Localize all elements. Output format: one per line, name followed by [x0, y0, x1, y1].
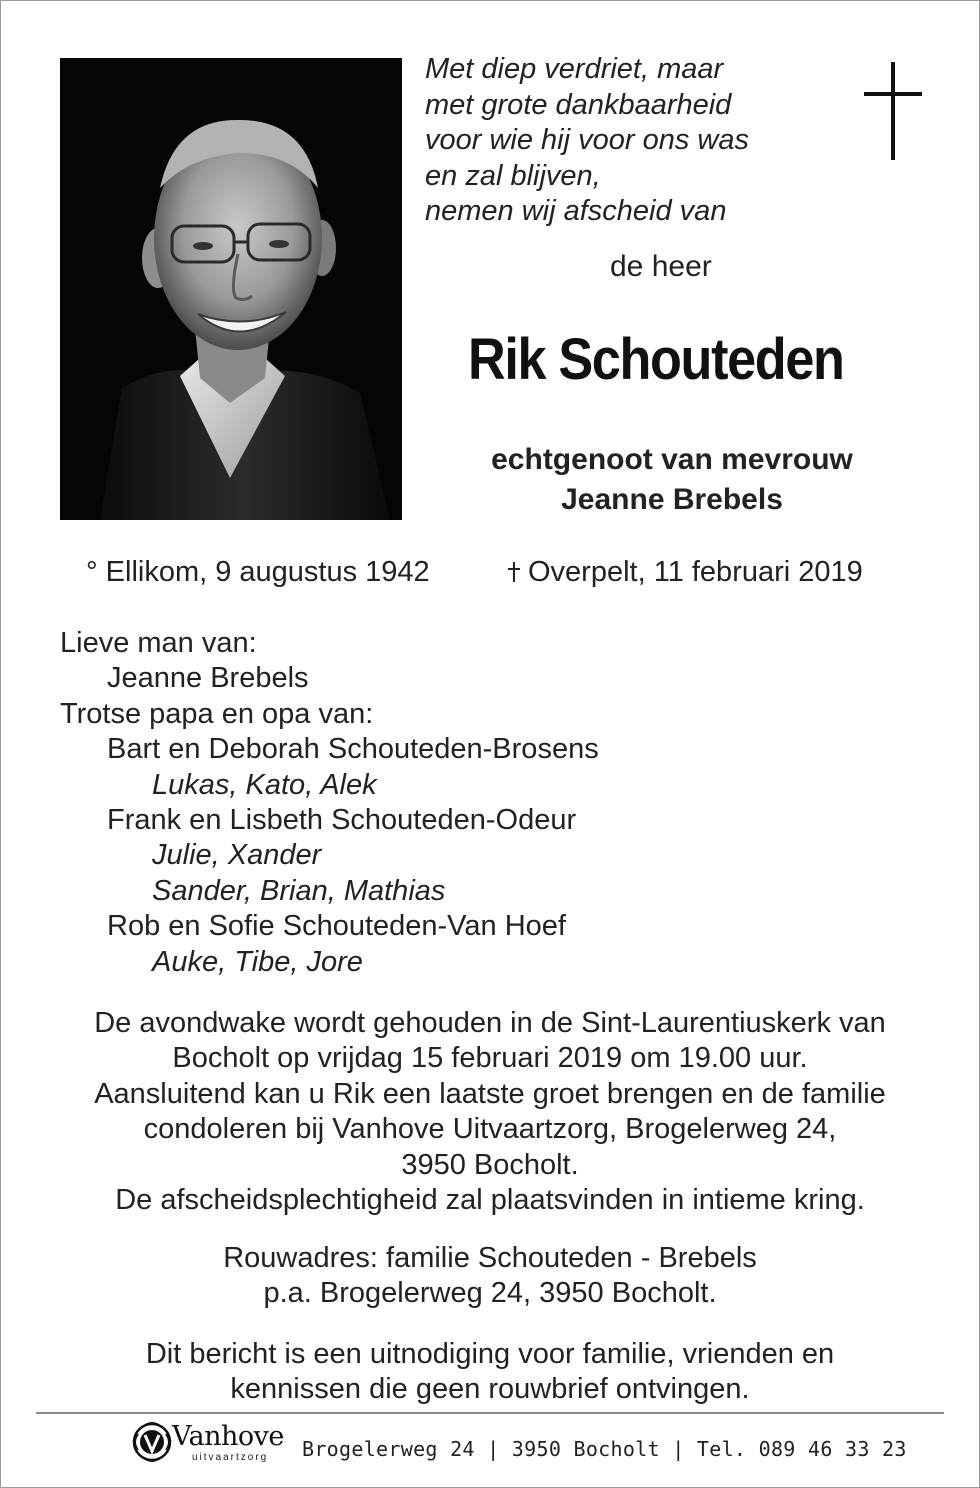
small-cross-icon — [508, 562, 520, 582]
death-date: Overpelt, 11 februari 2019 — [528, 556, 863, 588]
grandchildren: Auke, Tibe, Jore — [152, 945, 363, 978]
family-list — [60, 626, 920, 980]
deceased-name: Rik Schouteden — [468, 327, 844, 392]
address-line: p.a. Brogelerweg 24, 3950 Bocholt. — [263, 1277, 717, 1310]
intro-line: en zal blijven, — [425, 159, 601, 192]
husband-label: Lieve man van: — [60, 627, 257, 659]
intro-line: nemen wij afscheid van — [425, 195, 727, 227]
death-date-row — [508, 556, 863, 589]
logo-name: Vanhove — [172, 1421, 284, 1452]
ceremony-line: Aansluitend kan u Rik een laatste groet brengen en de familie — [94, 1077, 886, 1110]
vanhove-logo — [130, 1420, 290, 1466]
birth-date: ° Ellikom, 9 augustus 1942 — [86, 556, 430, 588]
grandchildren: Julie, Xander — [152, 839, 322, 872]
spouse-name: Jeanne Brebels — [561, 483, 783, 516]
footer-contact: Brogelerweg 24 | 3950 Bocholt | Tel. 089 46 33 23 — [302, 1437, 907, 1461]
ceremony-line: Bocholt op vrijdag 15 februari 2019 om 19.00 uur. — [172, 1042, 808, 1075]
vanhove-logo-icon — [130, 1420, 176, 1464]
parent-label: Trotse papa en opa van: — [60, 697, 374, 730]
mourning-address — [40, 1241, 940, 1312]
child-family: Frank en Lisbeth Schouteden-Odeur — [107, 804, 577, 837]
intro-line: voor wie hij voor ons was — [425, 124, 749, 156]
wife-name: Jeanne Brebels — [107, 662, 309, 695]
portrait-photo — [60, 58, 402, 520]
title-prefix: de heer — [610, 250, 712, 283]
child-family: Rob en Sofie Schouteden-Van Hoef — [107, 910, 566, 943]
invitation-note — [40, 1337, 940, 1408]
child-family: Bart en Deborah Schouteden-Brosens — [107, 733, 599, 766]
ceremony-line: condoleren bij Vanhove Uitvaartzorg, Brogelerweg 24, — [143, 1113, 837, 1146]
ceremony-line: 3950 Bocholt. — [401, 1148, 579, 1181]
address-line: Rouwadres: familie Schouteden - Brebels — [223, 1242, 757, 1274]
invitation-line: Dit bericht is een uitnodiging voor familie, vrienden en — [145, 1338, 835, 1370]
intro-line: met grote dankbaarheid — [425, 88, 732, 121]
intro-line: Met diep verdriet, maar — [425, 53, 724, 85]
ceremony-info — [40, 1006, 940, 1218]
ceremony-line: De afscheidsplechtigheid zal plaatsvinden in intieme kring. — [115, 1184, 865, 1217]
footer-divider — [36, 1412, 944, 1414]
spouse-line: echtgenoot van mevrouw — [491, 443, 853, 476]
grandchildren: Lukas, Kato, Alek — [152, 768, 377, 801]
spouse-info — [432, 440, 912, 520]
ceremony-line: De avondwake wordt gehouden in de Sint-Laurentiuskerk van — [94, 1007, 886, 1039]
invitation-line: kennissen die geen rouwbrief ontvingen. — [230, 1373, 750, 1406]
intro-text — [425, 52, 845, 230]
logo-subtitle: uitvaartzorg — [192, 1452, 269, 1463]
grandchildren: Sander, Brian, Mathias — [152, 874, 446, 907]
cross-icon — [864, 62, 922, 160]
